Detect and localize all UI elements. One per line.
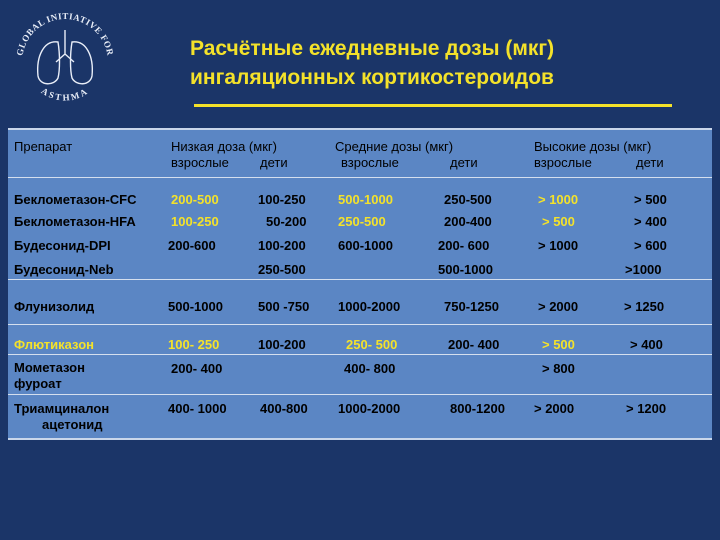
dose-high-adult: > 1000 (538, 192, 579, 207)
header-medium-children: дети (450, 155, 478, 170)
drug-name: Будесонид-Neb (14, 262, 114, 277)
title-line-2: ингаляционных кортикостероидов (190, 66, 554, 89)
row-separator (8, 177, 712, 178)
header-medium: Средние дозы (мкг) (335, 139, 454, 154)
dose-medium-adult: 250-500 (338, 214, 386, 229)
drug-name: Флунизолид (14, 299, 95, 314)
header-high: Высокие дозы (мкг) (534, 139, 652, 154)
dose-table (8, 128, 712, 440)
dose-medium-adult: 600-1000 (338, 238, 393, 253)
dose-high: >1000 (625, 262, 662, 277)
header-high-children: дети (636, 155, 664, 170)
lungs-icon (38, 30, 93, 84)
dose-medium-child: 200- 600 (438, 238, 490, 253)
dose-high-child: > 1250 (624, 299, 665, 314)
gina-logo (10, 10, 120, 106)
dose-medium-child: 800-1200 (450, 401, 505, 416)
dose-low: 250-500 (258, 262, 306, 277)
title-line-1: Расчётные ежедневные дозы (мкг) (190, 37, 555, 60)
dose-medium-adult: 250- 500 (346, 337, 398, 352)
dose-medium-child: 200- 400 (448, 337, 500, 352)
dose-medium-child: 200-400 (444, 214, 492, 229)
dose-low-child: 100-250 (258, 192, 306, 207)
drug-name: Будесонид-DPI (14, 238, 111, 253)
row-separator (8, 394, 712, 395)
page-title (190, 34, 660, 92)
row-separator (8, 324, 712, 325)
drug-name-line-1: Триамциналон (14, 401, 110, 416)
dose-medium-adult: 1000-2000 (338, 299, 401, 314)
dose-low-adult: 100- 250 (168, 337, 220, 352)
header-low-adults: взрослые (171, 155, 229, 170)
dose-high-adult: > 2000 (534, 401, 575, 416)
dose-low-child: 500 -750 (258, 299, 310, 314)
dose-low-adult: 500-1000 (168, 299, 223, 314)
drug-name: Беклометазон-HFA (14, 214, 136, 229)
dose-medium: 500-1000 (438, 262, 493, 277)
dose-high-child: > 400 (630, 337, 663, 352)
drug-name-line-1: Мометазон (14, 360, 85, 375)
svg-text:ASTHMA: ASTHMA (39, 85, 91, 103)
dose-high: > 800 (542, 361, 575, 376)
dose-low-adult: 100-250 (171, 214, 219, 229)
dose-high-child: > 600 (634, 238, 667, 253)
dose-low-child: 400-800 (260, 401, 308, 416)
dose-low-child: 100-200 (258, 337, 306, 352)
header-low-children: дети (260, 155, 288, 170)
dose-high-adult: > 1000 (538, 238, 579, 253)
dose-low-adult: 200-500 (171, 192, 219, 207)
dose-high-child: > 1200 (626, 401, 667, 416)
header-low: Низкая доза (мкг) (171, 139, 277, 154)
dose-high-child: > 400 (634, 214, 667, 229)
dose-medium-child: 750-1250 (444, 299, 499, 314)
dose-high-adult: > 2000 (538, 299, 579, 314)
dose-low: 200- 400 (171, 361, 223, 376)
drug-name: Беклометазон-CFC (14, 192, 137, 207)
logo-text: GLOBAL INITIATIVE FOR (14, 10, 116, 57)
dose-medium-adult: 500-1000 (338, 192, 393, 207)
dose-low-child: 50-200 (266, 214, 307, 229)
row-separator (8, 354, 712, 355)
dose-high-adult: > 500 (542, 337, 575, 352)
header-high-adults: взрослые (534, 155, 592, 170)
row-separator (8, 279, 712, 280)
header-medium-adults: взрослые (341, 155, 399, 170)
drug-name-line-2: фуроат (14, 376, 62, 391)
dose-low-adult: 400- 1000 (168, 401, 227, 416)
dose-medium: 400- 800 (344, 361, 396, 376)
header-drug: Препарат (14, 139, 73, 154)
dose-low-child: 100-200 (258, 238, 306, 253)
dose-high-child: > 500 (634, 192, 667, 207)
drug-name: Флютиказон (14, 337, 94, 352)
dose-medium-child: 250-500 (444, 192, 492, 207)
drug-name-line-2: ацетонид (42, 417, 103, 432)
title-underline (194, 104, 672, 107)
dose-medium-adult: 1000-2000 (338, 401, 401, 416)
dose-low-adult: 200-600 (168, 238, 216, 253)
dose-high-adult: > 500 (542, 214, 575, 229)
